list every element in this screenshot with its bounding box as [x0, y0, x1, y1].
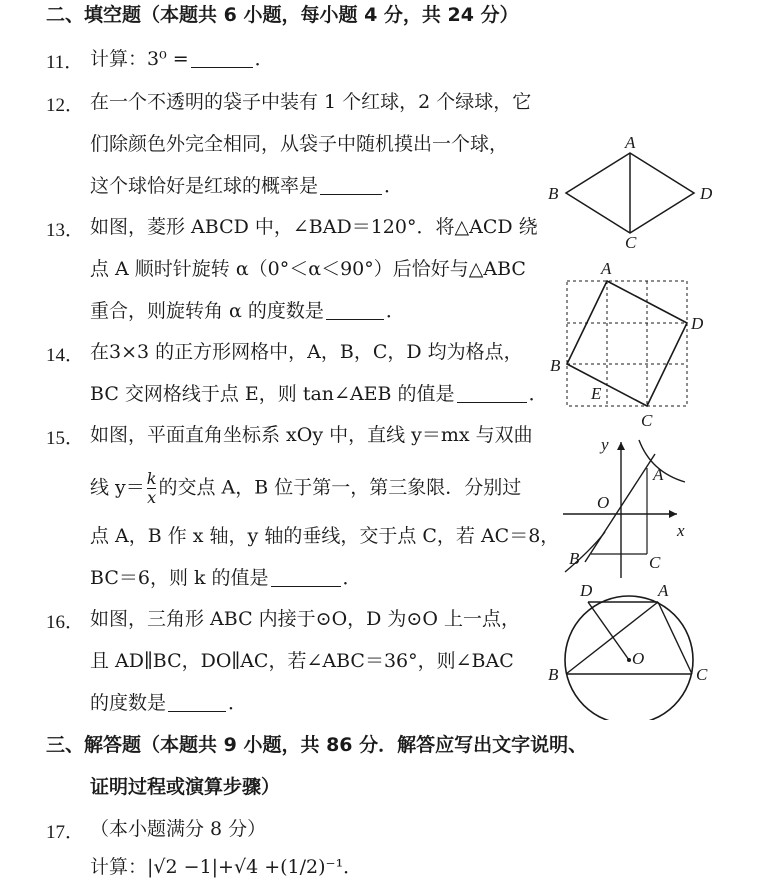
q15-line-2 — [90, 470, 521, 507]
q12-number: 12． — [46, 95, 85, 116]
y-axis-arrow — [617, 442, 625, 450]
q14-answer-blank — [457, 382, 527, 403]
rhombus-label-b: B — [548, 184, 559, 203]
circle-label-c: C — [696, 665, 708, 684]
q12-line-2: 们除颜色外完全相同，从袋子中随机摸出一个球， — [90, 133, 509, 155]
q13-answer-blank — [326, 299, 384, 320]
circle-label-d: D — [580, 581, 593, 600]
axes-figure — [555, 432, 690, 582]
q12-end: ． — [384, 175, 404, 197]
q11-text: 计算：3⁰ = — [90, 48, 189, 70]
q15-answer-blank — [271, 566, 341, 587]
q17-score: （本小题满分 8 分） — [90, 818, 267, 840]
rhombus-label-d: D — [700, 184, 713, 203]
axes-label-y: y — [601, 435, 609, 454]
q14-line-1: 在3×3 的正方形网格中，A，B，C，D 均为格点， — [90, 341, 523, 363]
q13-line-2: 点 A 顺时针旋转 α（0°＜α＜90°）后恰好与△ABC — [90, 258, 526, 280]
q14-line-2 — [90, 381, 548, 407]
grid-label-e: E — [591, 384, 602, 403]
q15-line-3: 点 A，B 作 x 轴，y 轴的垂线，交于点 C，若 AC＝8， — [90, 525, 560, 547]
q15-number: 15． — [46, 428, 85, 449]
grid-figure — [545, 255, 715, 430]
q14-end: ． — [528, 383, 548, 405]
q17-number: 17． — [46, 822, 85, 843]
circle-label-o: O — [632, 649, 645, 668]
q15-line-4-text: BC＝6，则 k 的值是 — [90, 567, 269, 589]
q13-line-3 — [90, 298, 405, 324]
section-3-heading-line-2: 证明过程或演算步骤） — [90, 776, 281, 798]
grid-lines — [567, 281, 687, 406]
q15-end: ． — [342, 567, 362, 589]
q16-line-3-text: 的度数是 — [90, 692, 167, 714]
q13-line-3-text: 重合，则旋转角 α 的度数是 — [90, 300, 324, 322]
axes-label-x: x — [677, 521, 685, 540]
rhombus-label-a: A — [625, 135, 636, 152]
q15-line-2b: 的交点 A，B 位于第一，第三象限．分别过 — [158, 476, 522, 499]
grid-quadrilateral — [567, 281, 687, 406]
q15-line-2a: 线 y＝ — [90, 476, 145, 499]
q15-frac-numerator: k — [146, 469, 157, 488]
center-dot — [627, 658, 631, 662]
axes-label-a: A — [653, 465, 664, 484]
q17-expression: |√2 −1|+√4 +(1/2)⁻¹． — [147, 856, 363, 878]
q11-number: 11． — [46, 52, 84, 73]
axes-label-o: O — [597, 493, 610, 512]
q11-stem — [90, 46, 274, 72]
q15-line-4 — [90, 565, 362, 591]
q16-number: 16． — [46, 612, 85, 633]
x-axis-arrow — [669, 510, 677, 518]
line-y-mx — [585, 454, 655, 562]
axes-label-c: C — [649, 553, 661, 572]
circle-label-a: A — [658, 581, 669, 600]
q16-line-2: 且 AD∥BC，DO∥AC，若∠ABC＝36°，则∠BAC — [90, 650, 514, 672]
q11-answer-blank — [191, 47, 253, 68]
q15-frac-denominator: x — [147, 488, 157, 507]
q13-line-1: 如图，菱形 ABCD 中，∠BAD＝120°．将△ACD 绕 — [90, 216, 538, 238]
q13-end: ． — [385, 300, 405, 322]
q16-line-1: 如图，三角形 ABC 内接于⊙O，D 为⊙O 上一点， — [90, 608, 520, 630]
q15-fraction — [147, 470, 157, 507]
q11-end: ． — [254, 48, 274, 70]
q17-expression-line — [90, 854, 362, 880]
grid-label-c: C — [641, 411, 653, 430]
q12-line-1: 在一个不透明的袋子中装有 1 个红球，2 个绿球，它 — [90, 91, 532, 113]
section-3-heading-line-1: 三、解答题（本题共 9 小题，共 86 分．解答应写出文字说明、 — [46, 734, 588, 756]
q12-line-3 — [90, 173, 403, 199]
segment-ac — [658, 602, 692, 674]
q16-answer-blank — [168, 691, 226, 712]
q17-prefix: 计算： — [90, 856, 148, 878]
grid-label-d: D — [691, 314, 704, 333]
q12-answer-blank — [320, 174, 382, 195]
axes-label-b: B — [569, 549, 580, 568]
section-2-heading: 二、填空题（本题共 6 小题，每小题 4 分，共 24 分） — [46, 4, 519, 26]
rhombus-label-c: C — [625, 233, 637, 250]
q14-number: 14． — [46, 345, 85, 366]
q12-line-3-text: 这个球恰好是红球的概率是 — [90, 175, 319, 197]
q16-line-3 — [90, 690, 247, 716]
circle-label-b: B — [548, 665, 559, 684]
q15-line-1: 如图，平面直角坐标系 xOy 中，直线 y＝mx 与双曲 — [90, 424, 533, 446]
grid-label-a: A — [601, 259, 612, 278]
q14-line-2-text: BC 交网格线于点 E，则 tan∠AEB 的值是 — [90, 383, 455, 405]
q13-number: 13． — [46, 220, 85, 241]
grid-label-b: B — [550, 356, 561, 375]
q16-end: ． — [228, 692, 248, 714]
circle-figure — [540, 580, 720, 720]
rhombus-figure — [540, 135, 720, 250]
